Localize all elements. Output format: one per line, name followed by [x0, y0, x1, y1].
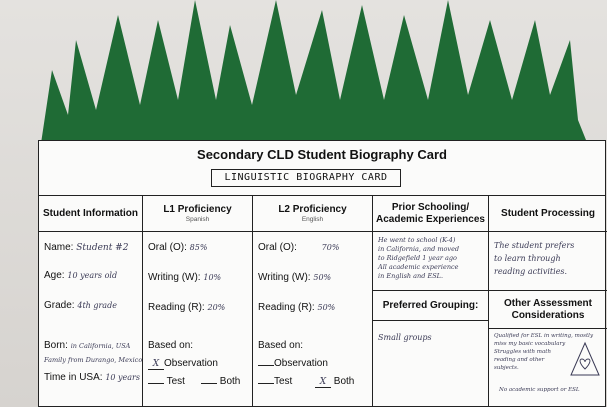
- l2-test-label: Test: [274, 376, 293, 387]
- born-label: Born:: [44, 340, 68, 351]
- l1-writing-value: 10%: [203, 273, 222, 282]
- student-info-title: Student Information: [43, 207, 138, 219]
- prior-note-line: All academic experience: [378, 263, 459, 271]
- prior-schooling-header: [373, 196, 488, 232]
- l2-observation-mark: [258, 365, 274, 366]
- grade-label: Grade:: [44, 300, 75, 311]
- l2-reading-value: 50%: [317, 303, 336, 312]
- l1-based-on: Based on:: [148, 340, 194, 351]
- l1-both-label: Both: [219, 376, 241, 387]
- other-title-line1: Other Assessment: [504, 297, 592, 309]
- l2-title: L2 Proficiency: [278, 204, 347, 215]
- l1-reading-label: Reading (R):: [148, 302, 205, 313]
- time-label: Time in USA:: [44, 372, 103, 383]
- other-note-line: miss my basic vocabulary: [494, 341, 566, 347]
- prior-note-line: in California, and moved: [378, 245, 460, 253]
- l2-language: English: [301, 216, 324, 223]
- other-assessment-header: [489, 291, 607, 329]
- processing-note-line: reading activities.: [494, 267, 568, 276]
- l1-language: Spanish: [185, 216, 210, 223]
- grouping-value: Small groups: [378, 333, 432, 342]
- l1-reading-field: [148, 302, 225, 313]
- processing-note-line: to learn through: [494, 254, 561, 263]
- name-value: Student #2: [76, 243, 129, 253]
- prior-title-line2: Academic Experiences: [376, 213, 485, 225]
- other-note-line: Struggles with math: [494, 349, 551, 355]
- grade-field: [44, 300, 117, 311]
- l1-both-option[interactable]: [201, 376, 240, 387]
- l2-observation-option[interactable]: [258, 358, 328, 369]
- card-grid: [39, 195, 605, 407]
- student-info-header: [39, 196, 142, 232]
- grouping-header: [373, 291, 488, 321]
- l2-header: [253, 196, 372, 232]
- l2-writing-value: 50%: [313, 273, 332, 282]
- time-field: [44, 372, 140, 383]
- prior-note-line: in English and ESL.: [378, 272, 444, 280]
- l1-observation-label: Observation: [164, 358, 218, 369]
- l2-writing-label: Writing (W):: [258, 272, 311, 283]
- triangle-heart-doodle: [569, 341, 601, 377]
- age-field: [44, 270, 117, 281]
- l1-both-mark: [201, 383, 217, 384]
- born-field: [44, 340, 130, 351]
- age-label: Age:: [44, 270, 65, 281]
- l1-test-mark: [148, 383, 164, 384]
- l2-both-option[interactable]: [315, 376, 354, 388]
- age-value: 10 years old: [67, 271, 118, 280]
- l1-title: L1 Proficiency: [163, 204, 232, 215]
- card-subtitle: LINGUISTIC BIOGRAPHY CARD: [211, 169, 401, 187]
- l2-reading-field: [258, 302, 335, 313]
- l2-oral-label: Oral (O):: [258, 242, 297, 253]
- born-note: Family from Durango, Mexico: [44, 356, 143, 364]
- prior-note-line: He went to school (K-4): [378, 236, 456, 244]
- biography-card: [38, 140, 606, 407]
- prior-note-line: to Ridgefield 1 year ago: [378, 254, 457, 262]
- other-title-line2: Considerations: [511, 309, 585, 321]
- l2-observation-label: Observation: [274, 358, 328, 369]
- name-label: Name:: [44, 242, 74, 253]
- grade-value: 4th grade: [77, 301, 117, 310]
- other-note-line: subjects.: [494, 365, 519, 371]
- l1-observation-mark: X: [148, 359, 164, 370]
- l1-oral-field: [148, 242, 207, 253]
- l2-based-on: Based on:: [258, 340, 304, 351]
- l2-oral-value: 70%: [321, 243, 340, 252]
- prior-schooling-column: [373, 196, 489, 407]
- l1-oral-value: 85%: [189, 243, 208, 252]
- l2-oral-field: [258, 242, 339, 253]
- l1-observation-option[interactable]: [148, 358, 218, 370]
- other-note-line: Qualified for ESL in writing, mostly: [494, 333, 594, 339]
- other-note-line: reading and other: [494, 357, 545, 363]
- name-field: [44, 242, 128, 253]
- l1-column: [143, 196, 253, 407]
- footer-note: No academic support or ESL: [499, 387, 580, 393]
- processing-note-line: The student prefers: [494, 241, 575, 250]
- l2-test-mark: [258, 383, 274, 384]
- born-value: in California, USA: [70, 342, 131, 350]
- l2-writing-field: [258, 272, 331, 283]
- time-value: 10 years: [105, 373, 140, 382]
- l2-reading-label: Reading (R):: [258, 302, 315, 313]
- l1-writing-field: [148, 272, 221, 283]
- l1-oral-label: Oral (O):: [148, 242, 187, 253]
- l1-header: [143, 196, 252, 232]
- l2-both-mark: X: [315, 377, 331, 388]
- grass-cutout: [30, 0, 590, 150]
- l2-column: [253, 196, 373, 407]
- l1-test-label: Test: [166, 376, 185, 387]
- processing-header: [489, 196, 607, 232]
- l1-test-option[interactable]: [148, 376, 185, 387]
- processing-column: [489, 196, 607, 407]
- student-info-column: [39, 196, 143, 407]
- l2-both-label: Both: [333, 376, 355, 387]
- l1-writing-label: Writing (W):: [148, 272, 201, 283]
- l1-reading-value: 20%: [207, 303, 226, 312]
- l2-test-option[interactable]: [258, 376, 292, 387]
- grouping-title: Preferred Grouping:: [382, 299, 479, 311]
- processing-title: Student Processing: [501, 207, 595, 219]
- card-title: Secondary CLD Student Biography Card: [197, 147, 447, 162]
- prior-title-line1: Prior Schooling/: [391, 201, 470, 213]
